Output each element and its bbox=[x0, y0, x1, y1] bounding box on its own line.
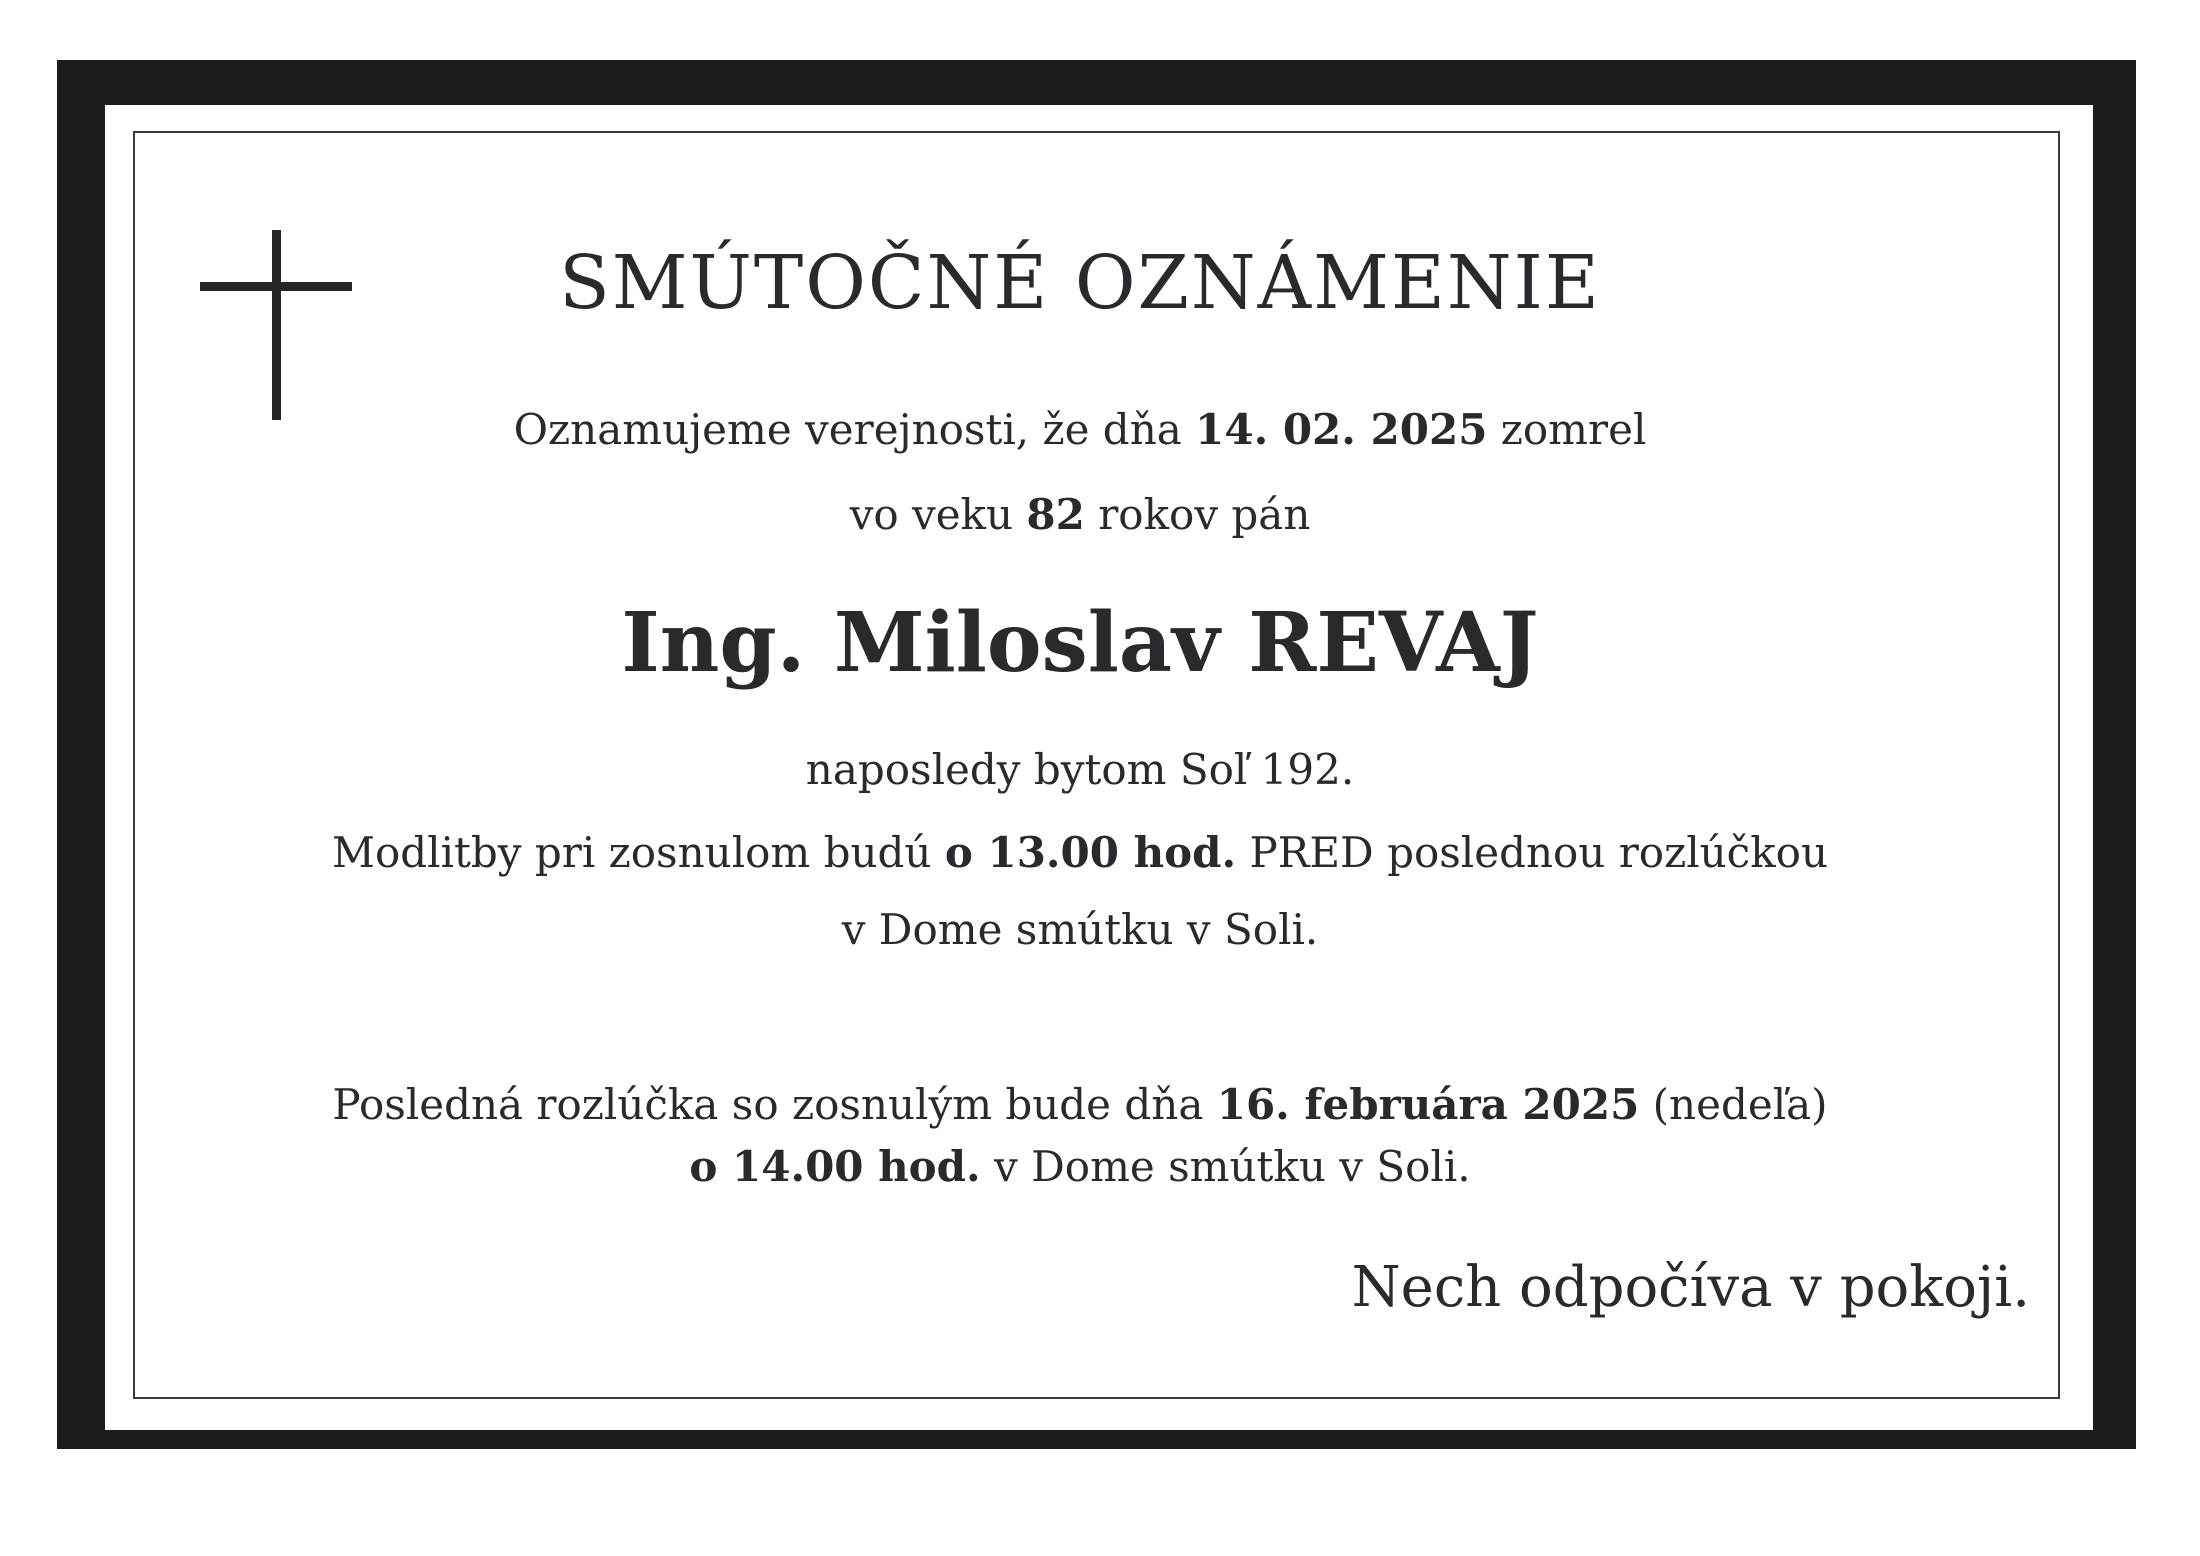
farewell-time-line bbox=[280, 1142, 1880, 1191]
intro-suffix: zomrel bbox=[1487, 405, 1647, 454]
cross-icon bbox=[200, 230, 352, 420]
age-value: 82 bbox=[1026, 490, 1085, 539]
notice-title: SMÚTOČNÉ OZNÁMENIE bbox=[559, 240, 1601, 326]
prayers-location: v Dome smútku v Soli. bbox=[841, 905, 1319, 954]
prayers-line bbox=[280, 828, 1880, 877]
prayers-text: Modlitby pri zosnulom budú bbox=[332, 828, 945, 877]
farewell-date: 16. februára 2025 bbox=[1216, 1080, 1640, 1129]
closing-phrase: Nech odpočíva v pokoji. bbox=[1351, 1255, 2030, 1320]
farewell-text: Posledná rozlúčka so zosnulým bude dňa bbox=[332, 1080, 1217, 1129]
intro-text: Oznamujeme verejnosti, že dňa bbox=[513, 405, 1196, 454]
prayers-suffix: PRED poslednou rozlúčkou bbox=[1236, 828, 1828, 877]
farewell-location: v Dome smútku v Soli. bbox=[980, 1142, 1471, 1191]
age-suffix: rokov pán bbox=[1084, 490, 1311, 539]
farewell-line bbox=[280, 1080, 1880, 1129]
intro-line bbox=[380, 405, 1780, 454]
residence-line: naposledy bytom Soľ 192. bbox=[805, 745, 1355, 794]
cross-horizontal-bar bbox=[200, 282, 352, 291]
deceased-name: Ing. Miloslav REVAJ bbox=[621, 595, 1539, 691]
prayers-time: o 13.00 hod. bbox=[944, 828, 1237, 877]
cross-vertical-bar bbox=[272, 230, 281, 420]
farewell-time: o 14.00 hod. bbox=[689, 1142, 981, 1191]
death-date: 14. 02. 2025 bbox=[1195, 405, 1488, 454]
age-line bbox=[380, 490, 1780, 539]
farewell-day: (nedeľa) bbox=[1639, 1080, 1828, 1129]
age-prefix: vo veku bbox=[849, 490, 1027, 539]
